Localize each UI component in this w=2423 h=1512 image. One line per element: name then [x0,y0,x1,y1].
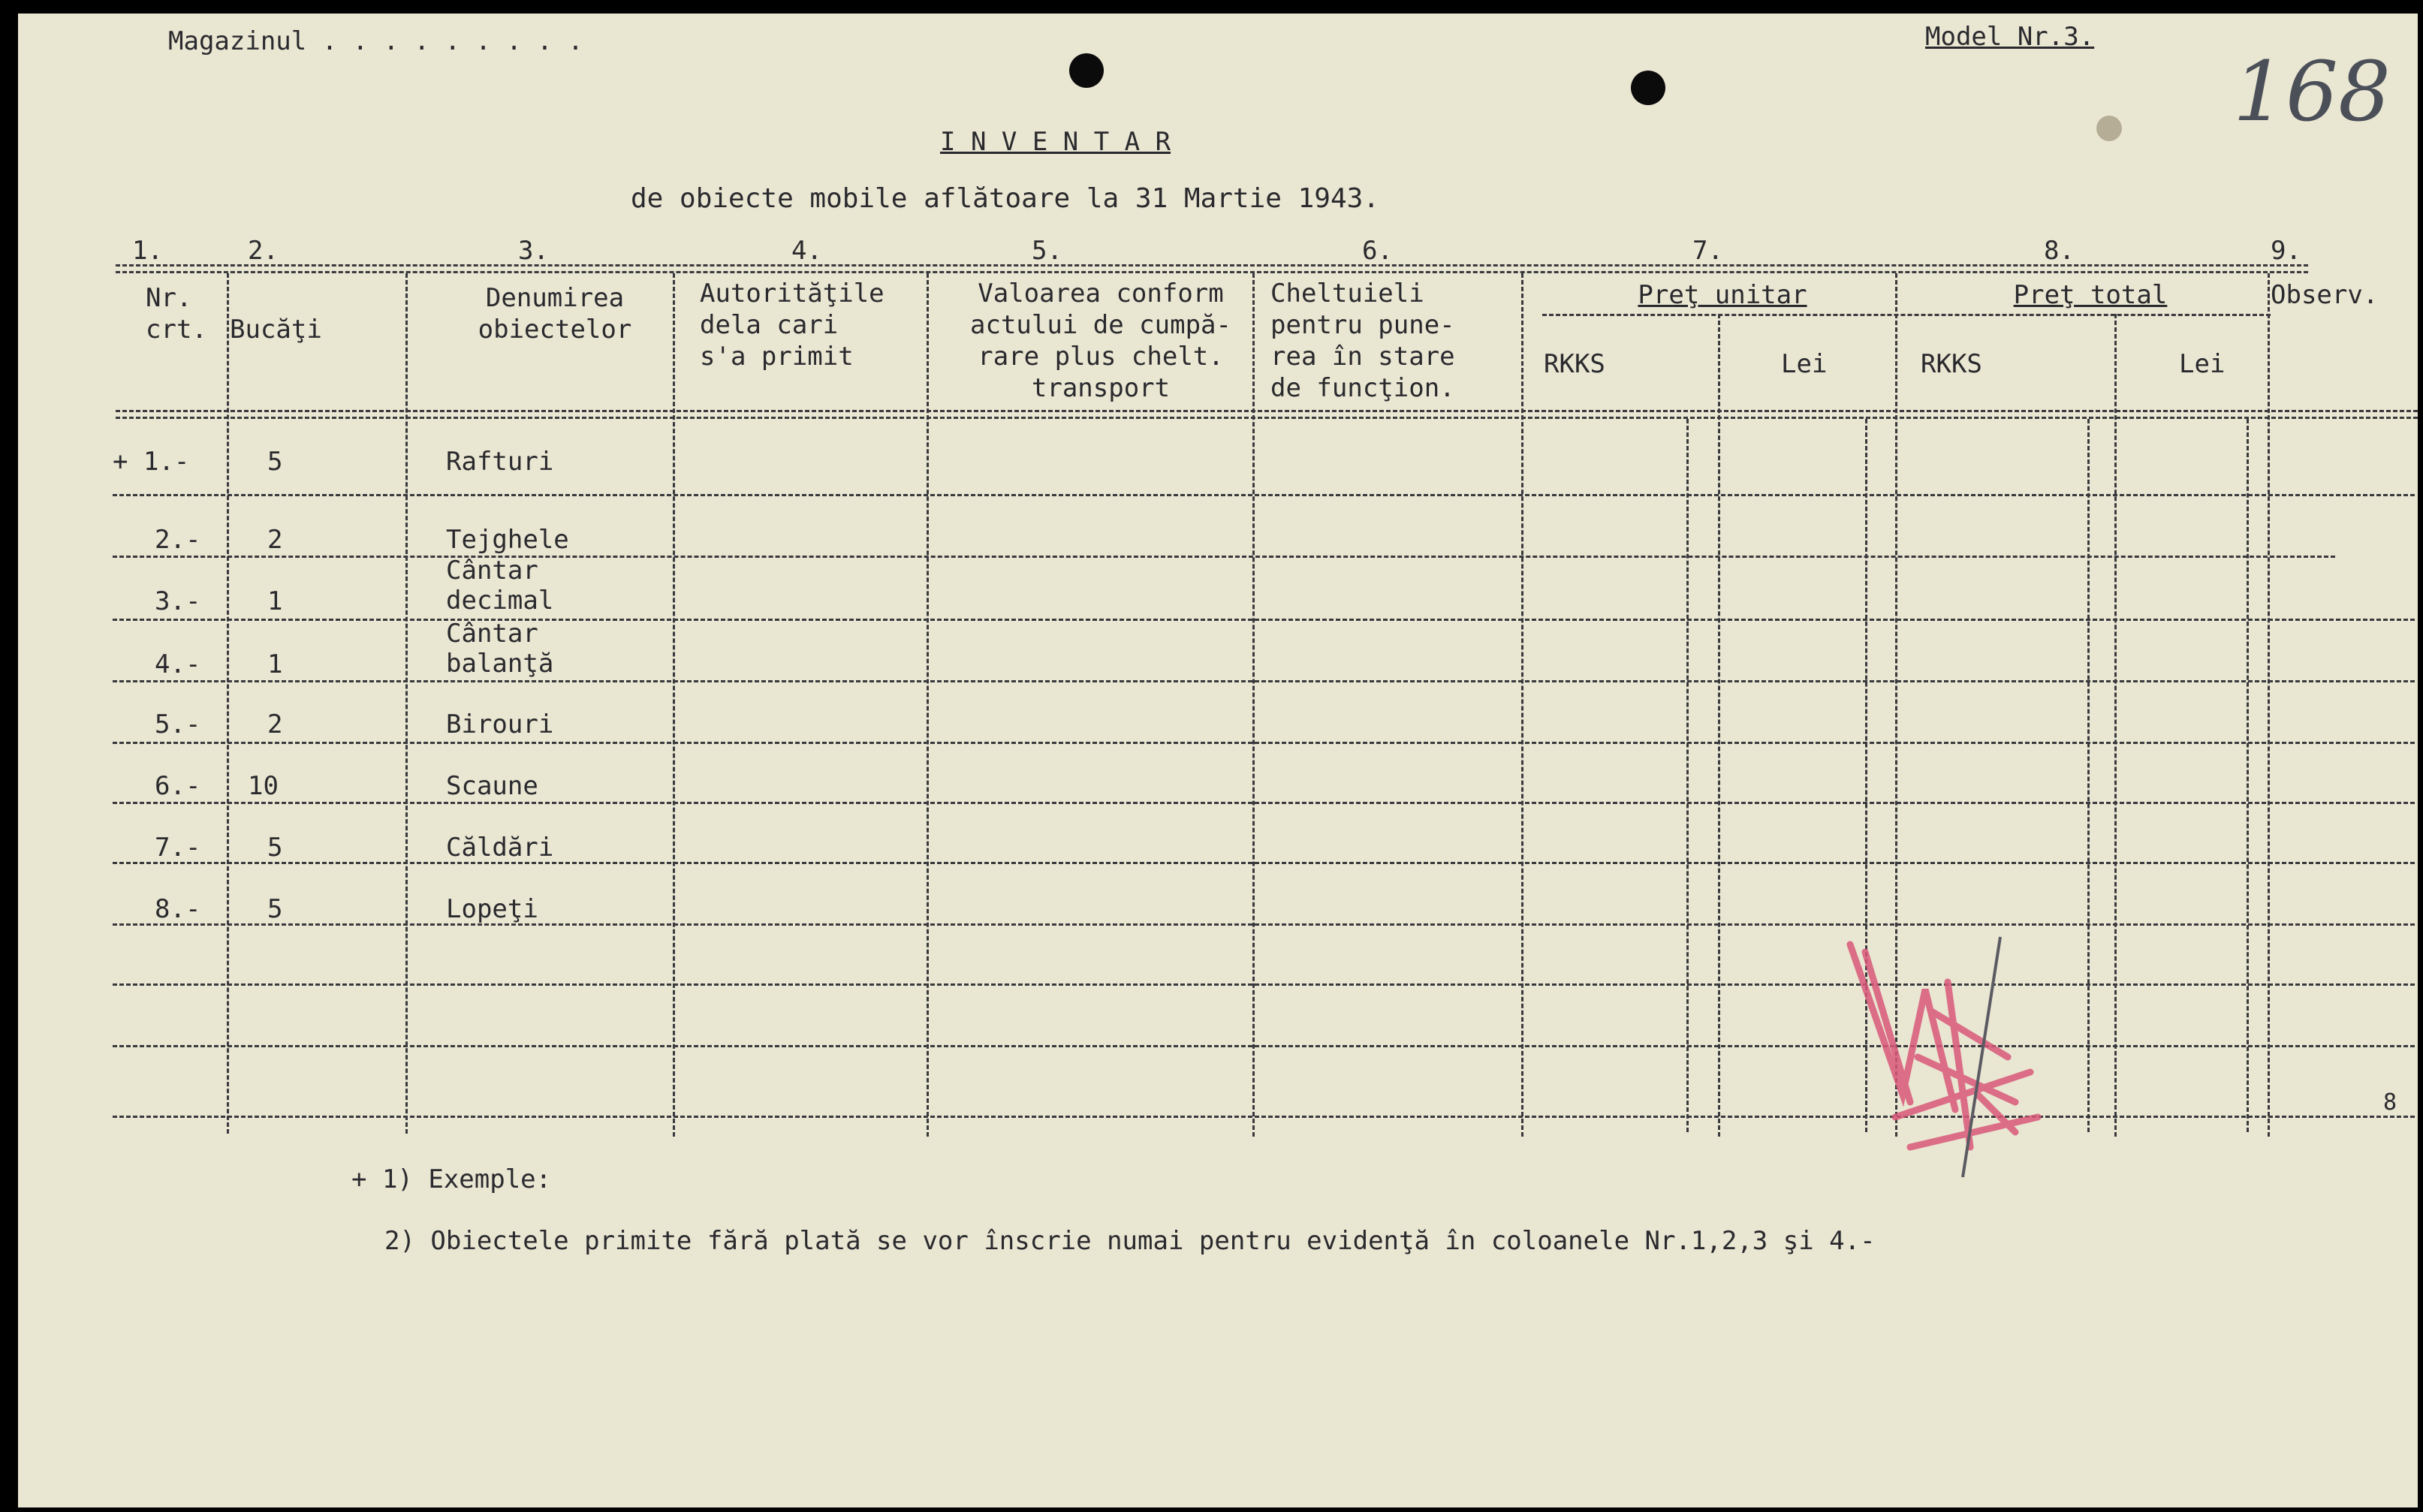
row-8-nr: 8.- [155,894,201,924]
row-6-qty: 10 [248,771,279,801]
col-num-2: 2. [248,236,279,266]
row-1-qty: 5 [267,447,283,477]
handwritten-page-number: 168 [2233,44,2391,140]
col-divider [2268,273,2270,1137]
col-divider-inner [2247,419,2249,1132]
col-num-5: 5. [1032,236,1062,266]
col-num-1: 1. [132,236,163,266]
col-divider [1718,314,1720,1137]
total-price-lei: Lei [2179,349,2226,379]
col-header-authority: Autorităţile dela cari s'a primit [700,279,885,372]
row-6-nr: 6.- [155,771,201,801]
row-rule [113,1045,2415,1047]
row-rule [113,742,2415,744]
col-num-4: 4. [791,236,822,266]
col-num-7: 7. [1692,236,1723,266]
row-7-name: Căldări [446,833,554,863]
col-divider-inner [1686,419,1689,1132]
document-title: I N V E N T A R [940,127,1171,157]
col-num-8: 8. [2044,236,2075,266]
col-header-qty: Bucăţi [230,315,322,345]
price-subheader-rule [1542,314,2271,316]
col-header-expenses: Cheltuieli pentru pune- rea în stare de funcţion. [1270,279,1455,403]
punch-hole-left [1069,53,1104,88]
col-divider [405,273,408,1134]
unit-price-rkks: RKKS [1544,349,1605,379]
col-header-unit-price: Preţ unitar [1638,280,1807,310]
header-bottom-rule [116,410,2418,419]
row-4-nr: 4.- [155,649,201,679]
red-crayon-mark [1820,922,2060,1192]
col-num-3: 3. [518,236,549,266]
row-8-name: Lopeţi [446,894,538,924]
col-divider [2114,314,2117,1137]
store-label: Magazinul . . . . . . . . . [168,26,583,56]
total-price-rkks: RKKS [1921,349,1982,379]
col-divider [1521,273,1523,1137]
row-rule [113,983,2415,986]
col-header-nr: Nr. crt. [146,283,207,345]
row-rule [113,802,2415,804]
col-divider [227,273,229,1134]
row-6-name: Scaune [446,771,538,801]
row-2-nr: 2.- [155,525,201,555]
col-header-observations: Observ. [2271,280,2379,310]
col-divider [927,273,929,1137]
punch-hole-right [1631,71,1665,105]
document-page [18,14,2418,1507]
row-3-name: Cântar decimal [446,556,554,616]
footnote-2: 2) Obiectele primite fără plată se vor înscrie numai pentru evidenţă în coloanele Nr.1,2,3 şi 4.- [384,1226,1876,1256]
row-rule [113,1116,2415,1118]
row-4-qty: 1 [267,649,283,679]
col-divider [673,273,675,1137]
row-2-name: Tejghele [446,525,569,555]
col-num-6: 6. [1362,236,1393,266]
document-subtitle: de obiecte mobile aflătoare la 31 Martie 1943. [631,183,1379,214]
row-3-qty: 1 [267,586,283,616]
row-7-nr: 7.- [155,833,201,863]
row-8-qty: 5 [267,894,283,924]
row-7-qty: 5 [267,833,283,863]
header-top-rule [116,264,2308,273]
margin-mark: 8 [2383,1089,2397,1116]
row-rule [113,494,2415,496]
row-2-qty: 2 [267,525,283,555]
col-num-9: 9. [2271,236,2301,266]
row-1-name: Rafturi [446,447,554,477]
col-divider [1252,273,1255,1137]
row-rule [113,680,2415,682]
stain-mark [2096,116,2122,141]
row-5-name: Birouri [446,709,554,739]
model-number: Model Nr.3. [1925,22,2095,52]
row-3-nr: 3.- [155,586,201,616]
col-header-name: Denumirea obiectelor [478,283,632,345]
col-header-value: Valoarea conform actului de cumpă- rare plus chelt. transport [970,279,1231,403]
unit-price-lei: Lei [1781,349,1828,379]
row-5-nr: 5.- [155,709,201,739]
col-divider-inner [2087,419,2090,1132]
row-1-nr: + 1.- [113,447,190,477]
footnote-1: + 1) Exemple: [351,1164,552,1194]
col-header-total-price: Preţ total [2013,280,2168,310]
row-5-qty: 2 [267,709,283,739]
row-4-name: Cântar balanţă [446,619,554,679]
